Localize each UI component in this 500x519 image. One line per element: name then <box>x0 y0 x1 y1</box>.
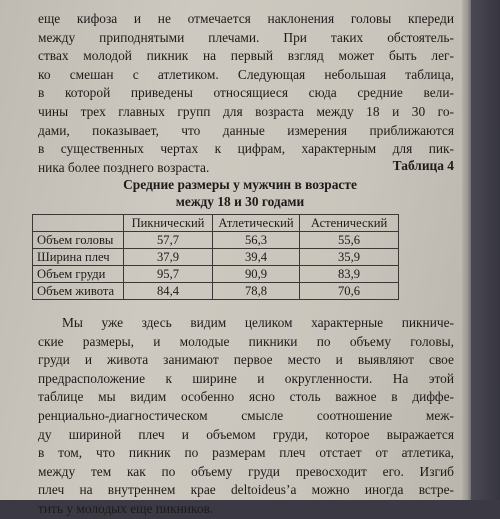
text-line: ские размеры, и молодые пикники по объему головы, <box>38 333 454 349</box>
text-line: в том, что пикник по размерам плеч отстает от атлетика, <box>38 445 454 461</box>
table-cell: 35,9 <box>300 249 399 266</box>
table-cell: 78,8 <box>213 283 300 300</box>
table-cell: 90,9 <box>213 266 300 283</box>
table-cell: 95,7 <box>124 266 213 283</box>
table-corner-cell <box>33 215 124 232</box>
text-line: ствах молодой пикник на первый взгляд может быть лег- <box>38 48 454 64</box>
page-edge <box>462 0 471 500</box>
table-cell: 55,6 <box>300 232 399 249</box>
paragraph-intro <box>38 10 454 177</box>
text-line: ренциально-диагностическом смысле соотношение меж- <box>38 407 454 423</box>
row-label: Объем головы <box>33 232 124 249</box>
text-line: дами, показывает, что данные измерения приближаются <box>38 122 454 138</box>
table-row <box>33 249 399 266</box>
table-cell: 37,9 <box>124 249 213 266</box>
table-row <box>33 232 399 249</box>
text-line: в существенных чертах к цифрам, характерным для пик- <box>38 141 454 157</box>
text-line: плеч на внутреннем крае deltoideus’а можно иногда встре- <box>38 482 454 498</box>
text-line: груди и живота занимают первое место и выявляют свое <box>38 352 454 368</box>
row-label: Объем груди <box>33 266 124 283</box>
table-cell: 39,4 <box>213 249 300 266</box>
table-cell: 57,7 <box>124 232 213 249</box>
paragraph-discussion <box>38 314 454 519</box>
column-header-asthenic: Астенический <box>300 215 399 232</box>
table-row <box>33 283 399 300</box>
column-header-pyknic: Пикнический <box>124 215 213 232</box>
text-line: предрасположение к ширине и округленности. На этой <box>38 370 454 386</box>
text-line: ду шириной плеч и объемом груди, которое выражается <box>38 426 454 442</box>
table-cell: 83,9 <box>300 266 399 283</box>
text-line: Мы уже здесь видим целиком характерные пикниче- <box>62 315 454 330</box>
table-row <box>33 266 399 283</box>
table-number-label: Таблица 4 <box>392 158 454 173</box>
column-header-athletic: Атлетический <box>213 215 300 232</box>
text-line: между приподнятыми плечами. При таких обстоятель- <box>38 29 454 45</box>
text-line: между тем как по объему груди превосходит его. Изгиб <box>38 463 454 479</box>
book-cover <box>471 0 500 500</box>
text-line: в которой приведены относящиеся сюда средние вели- <box>38 85 454 101</box>
text-line: таблице мы видим особенно ясно столь важное в диффе- <box>38 389 454 405</box>
measurements-table <box>32 214 399 300</box>
text-line: ко смешан с атлетиком. Следующая небольшая таблица, <box>38 66 454 82</box>
text-line: еще кифоза и не отмечается наклонения головы кпереди <box>38 11 454 26</box>
text-line: чины трех главных групп для возраста между 18 и 30 го- <box>38 103 454 119</box>
table-header-row <box>33 215 399 232</box>
row-label: Ширина плеч <box>33 249 124 266</box>
caption-line: Средние размеры у мужчин в возрасте <box>123 177 357 192</box>
table-cell: 56,3 <box>213 232 300 249</box>
table-cell: 70,6 <box>300 283 399 300</box>
table-caption <box>60 176 420 210</box>
row-label: Объем живота <box>33 283 124 300</box>
caption-line: между 18 и 30 годами <box>175 194 305 209</box>
text-line: ника более позднего возраста. <box>38 159 210 175</box>
table-cell: 84,4 <box>124 283 213 300</box>
text-line: тить у молодых еще пикников. <box>38 500 214 516</box>
